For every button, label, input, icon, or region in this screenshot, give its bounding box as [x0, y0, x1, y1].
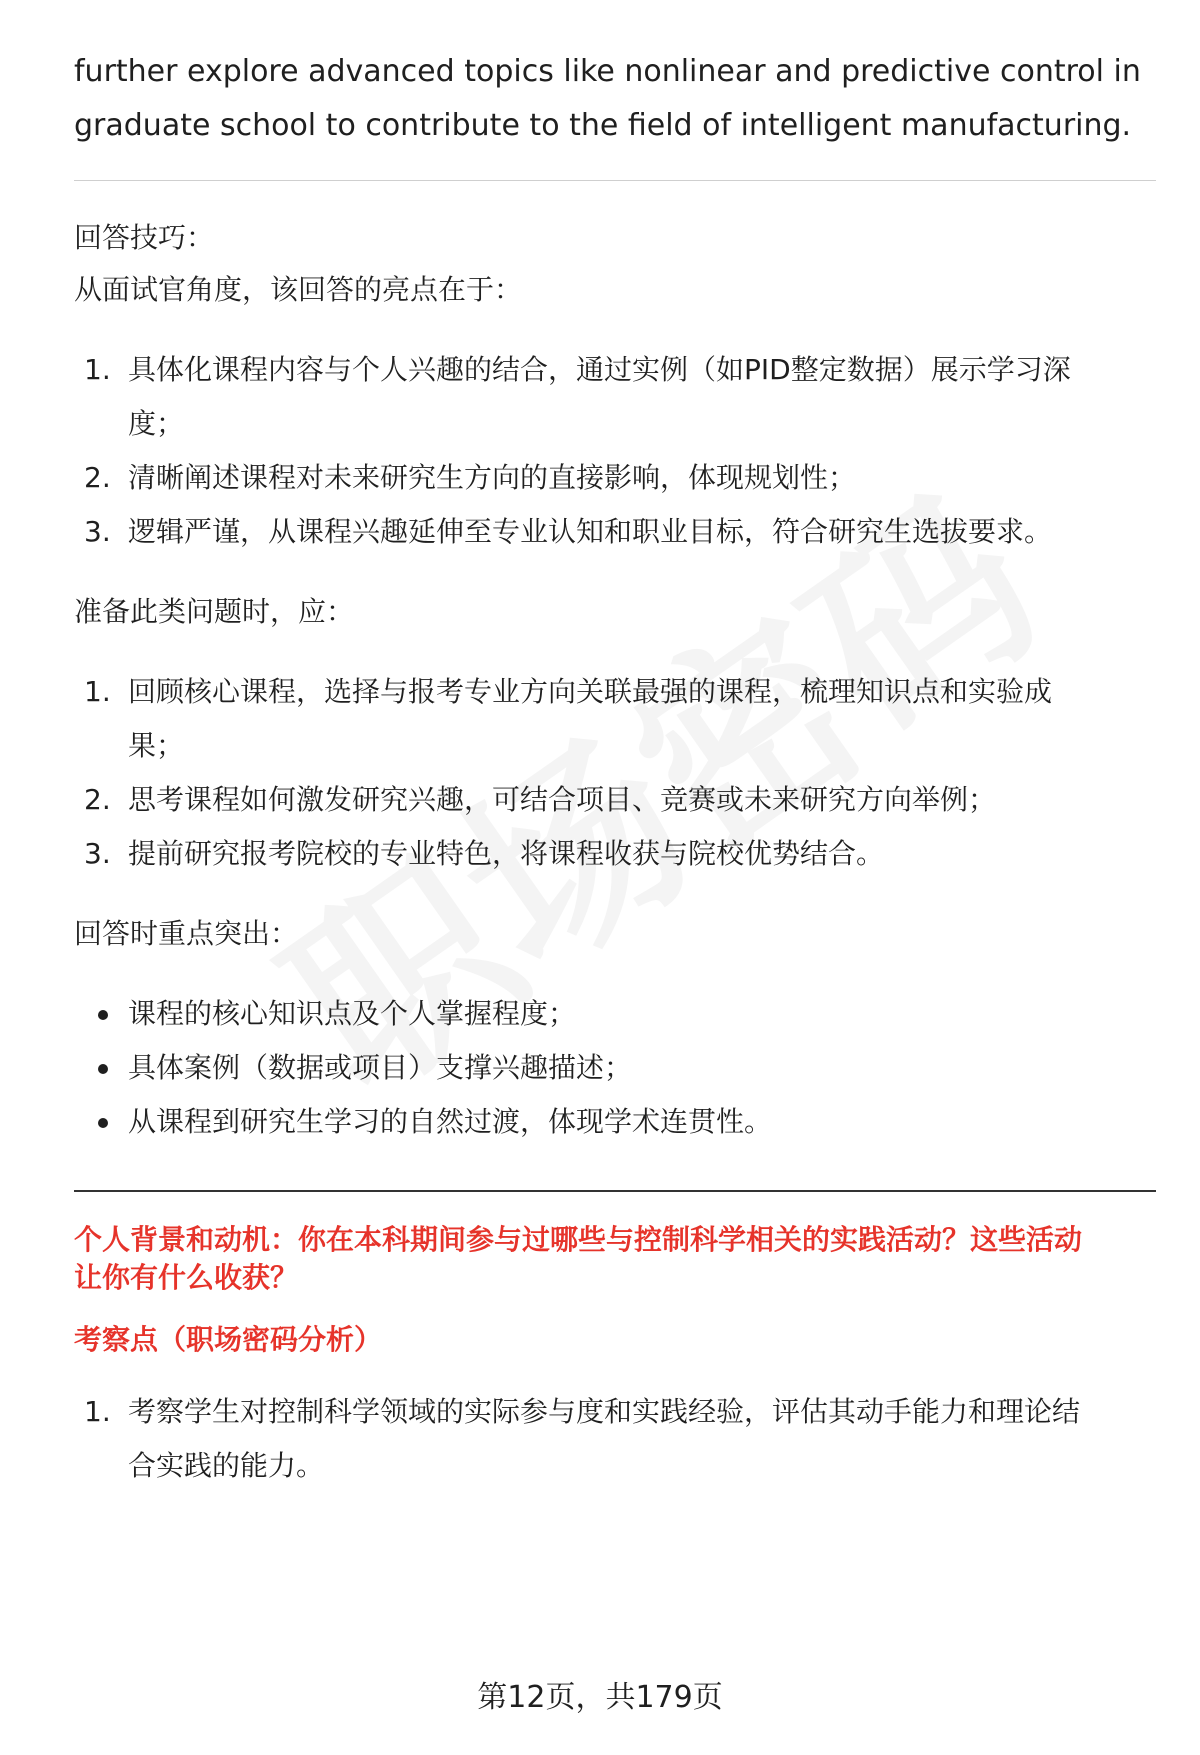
- list-text: 合实践的能力。: [128, 1449, 325, 1482]
- list-number: 3.: [84, 837, 111, 870]
- list-text: 具体化课程内容与个人兴趣的结合，通过实例（如PID整定数据）展示学习深: [128, 353, 1071, 386]
- divider: [74, 180, 1156, 181]
- intro-line-2: graduate school to contribute to the field of intelligent manufacturing.: [74, 108, 1132, 143]
- list-number: 2.: [84, 783, 111, 816]
- list-text: 回顾核心课程，选择与报考专业方向关联最强的课程，梳理知识点和实验成: [128, 675, 1053, 708]
- list-text: 思考课程如何激发研究兴趣，可结合项目、竞赛或未来研究方向举例；: [128, 783, 997, 816]
- list-text: 课程的核心知识点及个人掌握程度；: [128, 997, 577, 1030]
- bullet-dot-icon: [98, 1010, 108, 1020]
- list-text: 逻辑严谨，从课程兴趣延伸至专业认知和职业目标，符合研究生选拔要求。: [128, 515, 1053, 548]
- list-text: 提前研究报考院校的专业特色，将课程收获与院校优势结合。: [128, 837, 885, 870]
- list-text: 考察学生对控制科学领域的实际参与度和实践经验，评估其动手能力和理论结: [128, 1395, 1081, 1428]
- question-heading-line-1: 个人背景和动机：你在本科期间参与过哪些与控制科学相关的实践活动？这些活动: [74, 1223, 1083, 1256]
- list-number: 1.: [84, 675, 111, 708]
- intro-line-1: further explore advanced topics like nonlinear and predictive control in: [74, 54, 1141, 89]
- prepare-heading: 准备此类问题时，应：: [74, 595, 355, 628]
- question-heading-line-2: 让你有什么收获？: [74, 1261, 299, 1294]
- bullet-dot-icon: [98, 1064, 108, 1074]
- focus-heading: 回答时重点突出：: [74, 917, 299, 950]
- list-text: 果；: [128, 729, 185, 762]
- list-number: 1.: [84, 353, 111, 386]
- list-text: 度；: [128, 407, 185, 440]
- list-number: 3.: [84, 515, 111, 548]
- list-number: 2.: [84, 461, 111, 494]
- exam-point-heading: 考察点（职场密码分析）: [74, 1323, 383, 1356]
- list-text: 从课程到研究生学习的自然过渡，体现学术连贯性。: [128, 1105, 773, 1138]
- section-divider: [74, 1190, 1156, 1192]
- list-text: 清晰阐述课程对未来研究生方向的直接影响，体现规划性；: [128, 461, 857, 494]
- tips-intro: 从面试官角度，该回答的亮点在于：: [74, 273, 523, 306]
- tips-heading: 回答技巧：: [74, 221, 215, 254]
- list-text: 具体案例（数据或项目）支撑兴趣描述；: [128, 1051, 633, 1084]
- list-number: 1.: [84, 1395, 111, 1428]
- page-number: 第12页，共179页: [477, 1680, 723, 1715]
- bullet-dot-icon: [98, 1118, 108, 1128]
